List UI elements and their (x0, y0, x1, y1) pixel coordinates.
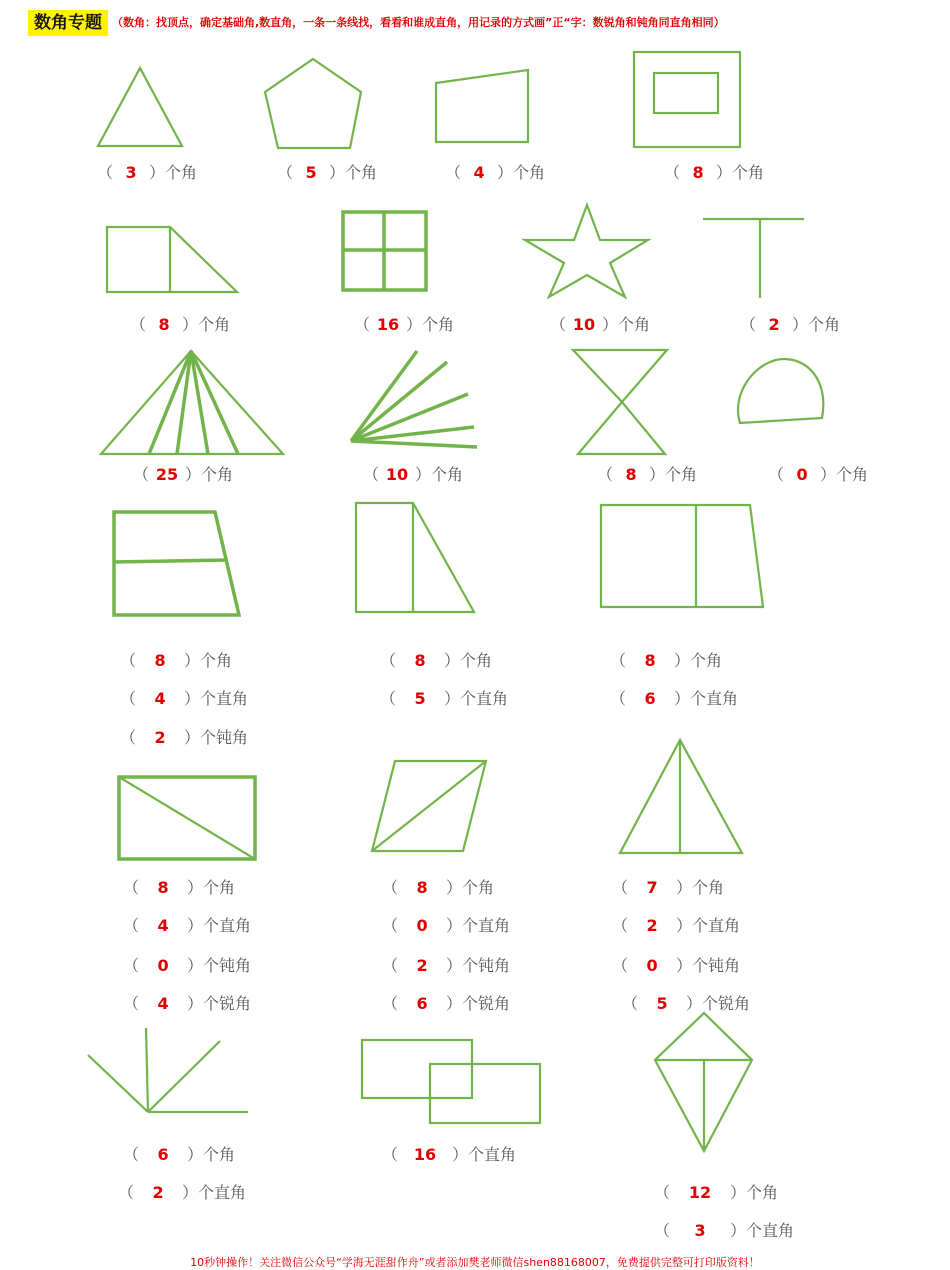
answer-unit: 个锐角 (462, 994, 511, 1013)
answer-unit: 个角 (746, 1183, 779, 1202)
answer-unit: 个角 (203, 1145, 236, 1164)
answer-number: 8 (158, 315, 170, 334)
answer-unit: 个角 (513, 163, 546, 182)
answer-acute-angle-count: （ 4 ）个锐角 (123, 994, 252, 1013)
answer-unit: 个钝角 (692, 956, 741, 975)
answer-obtuse-angle-count: （ 0 ）个钝角 (612, 956, 741, 975)
answer-unit: 个角 (203, 878, 236, 897)
answer-angle-count: （ 8 ）个角 (120, 651, 233, 670)
answer-angle-count: （ 0 ）个角 (768, 465, 869, 484)
answer-number: 2 (152, 1183, 164, 1202)
answer-number: 4 (473, 163, 485, 182)
answer-acute-angle-count: （ 6 ）个锐角 (382, 994, 511, 1013)
figure-t-shape (703, 219, 804, 298)
page-title: 数角专题 (28, 10, 108, 36)
footer-promo-text: 10秒钟操作！关注微信公众号“学海无涯甜作舟”或者添加樊老师微信shen88168007，免费提供完整可打印版资料！ (190, 1256, 760, 1269)
figure-parallelogram-with-diagonal (372, 761, 486, 851)
answer-right-angle-count: （ 2 ）个直角 (612, 916, 741, 935)
answer-number: 7 (646, 878, 658, 897)
answer-angle-count: （ 8 ）个角 (610, 651, 723, 670)
answer-angle-count: （ 10 ）个角 (550, 315, 651, 334)
figure-rectangle-with-trapezoid (601, 505, 763, 607)
answer-number: 0 (646, 956, 658, 975)
answer-unit: 个直角 (203, 916, 252, 935)
answer-unit: 个直角 (200, 689, 249, 708)
figure-star (525, 205, 648, 297)
answer-obtuse-angle-count: （ 2 ）个钝角 (120, 728, 249, 747)
answer-obtuse-angle-count: （ 0 ）个钝角 (123, 956, 252, 975)
figure-triangle-with-rays (101, 351, 283, 454)
answer-number: 2 (416, 956, 428, 975)
answer-number: 16 (376, 315, 400, 334)
answer-number: 8 (414, 651, 426, 670)
answer-unit: 个角 (808, 315, 841, 334)
answer-right-angle-count: （ 4 ）个直角 (120, 689, 249, 708)
answer-right-angle-count: （ 2 ）个直角 (118, 1183, 247, 1202)
answer-number: 3 (694, 1221, 706, 1240)
answer-unit: 个直角 (746, 1221, 795, 1240)
figure-square-with-triangle (107, 227, 237, 292)
answer-unit: 个角 (836, 465, 869, 484)
answer-unit: 个角 (422, 315, 455, 334)
answer-unit: 个角 (201, 465, 234, 484)
answer-unit: 个角 (431, 465, 464, 484)
answer-number: 6 (644, 689, 656, 708)
answer-number: 8 (157, 878, 169, 897)
answer-right-angle-count: （ 3 ）个直角 (654, 1221, 795, 1240)
answer-number: 8 (692, 163, 704, 182)
answer-number: 0 (796, 465, 808, 484)
answer-number: 5 (305, 163, 317, 182)
figure-overlapping-rectangles (362, 1040, 540, 1123)
answer-unit: 个角 (345, 163, 378, 182)
answer-right-angle-count: （ 6 ）个直角 (610, 689, 739, 708)
answer-unit: 个角 (462, 878, 495, 897)
answer-number: 3 (125, 163, 137, 182)
answer-unit: 个角 (460, 651, 493, 670)
answer-angle-count: （ 8 ）个角 (597, 465, 698, 484)
answer-angle-count: （ 8 ）个角 (380, 651, 493, 670)
figure-hourglass (573, 350, 667, 454)
figure-nested-rectangles (634, 52, 740, 147)
answer-number: 2 (646, 916, 658, 935)
answer-unit: 个角 (165, 163, 198, 182)
answer-number: 4 (154, 689, 166, 708)
answer-angle-count: （ 7 ）个角 (612, 878, 725, 897)
answer-number: 0 (416, 916, 428, 935)
answer-acute-angle-count: （ 5 ）个锐角 (622, 994, 751, 1013)
figure-triangle (98, 68, 182, 146)
instruction-text: （数角：找顶点，确定基础角,数直角，一条一条线找，看看和谁成直角，用记录的方式画”正“字：数锐角和钝角同直角相同） (112, 16, 725, 29)
answer-angle-count: （ 8 ）个角 (123, 878, 236, 897)
answer-unit: 个直角 (198, 1183, 247, 1202)
answer-angle-count: （ 8 ）个角 (382, 878, 495, 897)
answer-unit: 个角 (692, 878, 725, 897)
answer-unit: 个角 (200, 651, 233, 670)
answer-number: 5 (656, 994, 668, 1013)
answer-angle-count: （ 8 ）个角 (130, 315, 231, 334)
answer-number: 10 (385, 465, 409, 484)
answer-number: 8 (625, 465, 637, 484)
answer-right-angle-count: （ 0 ）个直角 (382, 916, 511, 935)
answer-right-angle-count: （ 16 ）个直角 (382, 1145, 517, 1164)
answer-angle-count: （ 6 ）个角 (123, 1145, 236, 1164)
answer-unit: 个角 (690, 651, 723, 670)
answer-unit: 个钝角 (203, 956, 252, 975)
answer-number: 8 (416, 878, 428, 897)
answer-obtuse-angle-count: （ 2 ）个钝角 (382, 956, 511, 975)
answer-unit: 个直角 (460, 689, 509, 708)
figure-fan-rays (351, 351, 477, 447)
answer-unit: 个角 (198, 315, 231, 334)
figure-four-squares (343, 212, 426, 290)
figure-kite (655, 1013, 752, 1151)
figure-trapezoid-divided (114, 512, 239, 615)
answer-number: 5 (414, 689, 426, 708)
answer-angle-count: （ 2 ）个角 (740, 315, 841, 334)
answer-number: 2 (768, 315, 780, 334)
answer-unit: 个角 (732, 163, 765, 182)
answer-number: 12 (688, 1183, 712, 1202)
answer-unit: 个直角 (468, 1145, 517, 1164)
answer-angle-count: （ 8 ）个角 (664, 163, 765, 182)
answer-unit: 个直角 (462, 916, 511, 935)
answer-angle-count: （ 5 ）个角 (277, 163, 378, 182)
answer-right-angle-count: （ 5 ）个直角 (380, 689, 509, 708)
answer-right-angle-count: （ 4 ）个直角 (123, 916, 252, 935)
figure-rectangle-with-triangle (356, 503, 474, 612)
answer-number: 0 (157, 956, 169, 975)
answer-number: 6 (157, 1145, 169, 1164)
answer-unit: 个直角 (692, 916, 741, 935)
figure-pentagon (265, 59, 361, 148)
figure-ray-angles (88, 1028, 248, 1112)
figure-triangle-with-altitude (620, 740, 742, 853)
answer-unit: 个角 (665, 465, 698, 484)
answer-unit: 个锐角 (203, 994, 252, 1013)
answer-angle-count: （ 12 ）个角 (654, 1183, 779, 1202)
answer-number: 16 (413, 1145, 437, 1164)
answer-number: 6 (416, 994, 428, 1013)
answer-angle-count: （ 25 ）个角 (133, 465, 234, 484)
figure-semicircle (738, 359, 823, 423)
answer-unit: 个钝角 (200, 728, 249, 747)
answer-number: 8 (154, 651, 166, 670)
answer-number: 8 (644, 651, 656, 670)
answer-number: 10 (572, 315, 596, 334)
figure-rectangle-with-diagonal (119, 777, 255, 859)
answer-angle-count: （ 10 ）个角 (363, 465, 464, 484)
answer-angle-count: （ 4 ）个角 (445, 163, 546, 182)
figure-trapezoid (436, 70, 528, 142)
answer-number: 25 (155, 465, 179, 484)
answer-unit: 个钝角 (462, 956, 511, 975)
answer-number: 4 (157, 916, 169, 935)
answer-unit: 个锐角 (702, 994, 751, 1013)
answer-angle-count: （ 3 ）个角 (97, 163, 198, 182)
answer-unit: 个角 (618, 315, 651, 334)
answer-unit: 个直角 (690, 689, 739, 708)
answer-number: 4 (157, 994, 169, 1013)
answer-angle-count: （ 16 ）个角 (354, 315, 455, 334)
answer-number: 2 (154, 728, 166, 747)
